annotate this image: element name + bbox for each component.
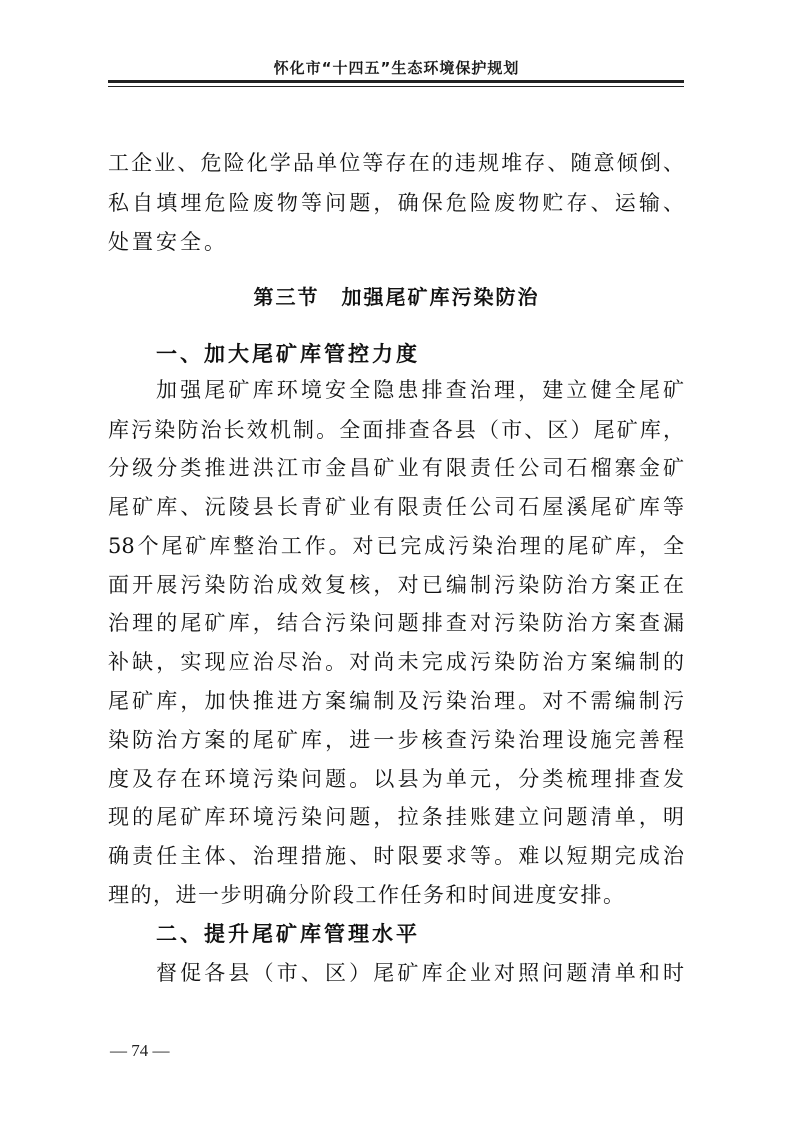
paragraph-line: 督促各县（市、区）尾矿库企业对照问题清单和时 — [156, 961, 684, 985]
intro-line-1: 工企业、危险化学品单位等存在的违规堆存、随意倾倒、 — [108, 151, 684, 175]
header-rule-thin — [108, 86, 684, 87]
paragraph-line: 尾矿库，加快推进方案编制及污染治理。对不需编制污 — [108, 689, 684, 713]
subsection-heading-2: 二、提升尾矿库管理水平 — [156, 922, 420, 946]
paragraph-line: 度及存在环境污染问题。以县为单元，分类梳理排查发 — [108, 767, 684, 791]
paragraph-line: 确责任主体、治理措施、时限要求等。难以短期完成治 — [108, 844, 684, 868]
subsection-heading-1: 一、加大尾矿库管控力度 — [156, 342, 420, 366]
paragraph-line: 补缺，实现应治尽治。对尚未完成污染防治方案编制的 — [108, 650, 684, 674]
paragraph-line: 染防治方案的尾矿库，进一步核查污染治理设施完善程 — [108, 728, 684, 752]
paragraph-line: 理的，进一步明确分阶段工作任务和时间进度安排。 — [108, 883, 626, 907]
paragraph-line: 库污染防治长效机制。全面排查各县（市、区）尾矿库， — [108, 418, 684, 442]
paragraph-line: 现的尾矿库环境污染问题，拉条挂账建立问题清单，明 — [108, 805, 684, 829]
paragraph-line: 治理的尾矿库，结合污染问题排查对污染防治方案查漏 — [108, 611, 684, 635]
paragraph-line: 尾矿库、沅陵县长青矿业有限责任公司石屋溪尾矿库等 — [108, 495, 684, 519]
section-title: 第三节 加强尾矿库污染防治 — [253, 285, 540, 309]
running-header: 怀化市“十四五”生态环境保护规划 — [273, 59, 520, 77]
intro-line-3: 处置安全。 — [108, 230, 228, 254]
intro-line-2: 私自填埋危险废物等问题，确保危险废物贮存、运输、 — [108, 191, 684, 215]
header-rule-thick — [108, 80, 684, 83]
paragraph-line: 58个尾矿库整治工作。对已完成污染治理的尾矿库，全 — [108, 534, 684, 558]
paragraph-line: 分级分类推进洪江市金昌矿业有限责任公司石榴寨金矿 — [108, 456, 684, 480]
paragraph-line: 面开展污染防治成效复核，对已编制污染防治方案正在 — [108, 573, 684, 597]
paragraph-line: 加强尾矿库环境安全隐患排查治理，建立健全尾矿 — [156, 378, 684, 402]
page-number: — 74 — — [110, 1041, 170, 1060]
